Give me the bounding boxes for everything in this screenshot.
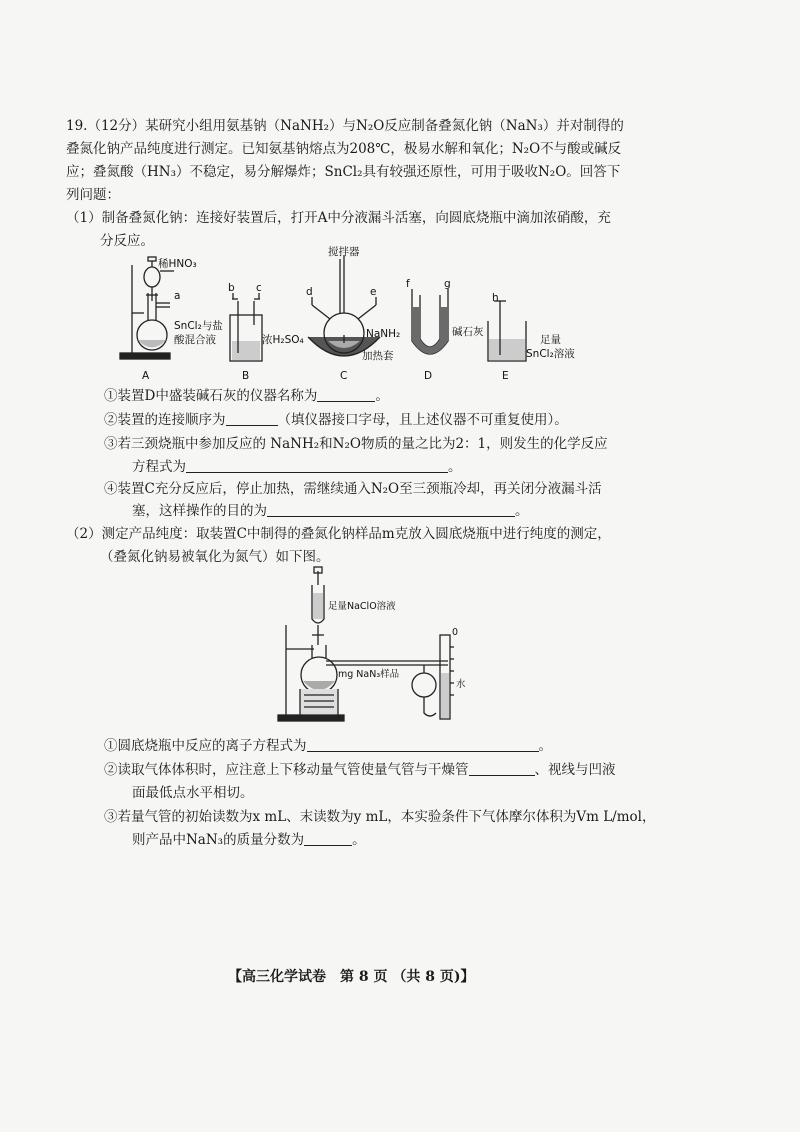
apparatus-a (120, 257, 174, 359)
label-burette-zero: 0 (452, 627, 459, 638)
question-header-line-4: 列问题： (66, 187, 120, 203)
label-port-a: a (174, 290, 181, 302)
label-dilute-hno3: 稀HNO₃ (158, 258, 197, 270)
answer-blank-4[interactable] (267, 502, 515, 517)
part2-q3-line-1: ③若量气管的初始读数为x mL、末读数为y mL，本实验条件下气体摩尔体积为Vm L/mol， (104, 809, 656, 825)
label-port-c: c (256, 282, 262, 294)
answer-blank-3[interactable] (186, 458, 448, 473)
question-header-line-3: 应；叠氮酸（HN₃）不稳定，易分解爆炸；SnCl₂具有较强还原性，可用于吸收N₂O。回答下 (66, 164, 621, 180)
part1-q2 (104, 411, 744, 429)
part1-q2-suffix: （填仪器接口字母，且上述仪器不可重复使用）。 (277, 412, 568, 428)
part1-q1 (104, 387, 744, 405)
label-sncl2-hcl-2: 酸混合液 (174, 334, 216, 346)
label-apparatus-c: C (340, 370, 348, 382)
label-port-d: d (306, 286, 313, 298)
question-header-line-2: 叠氮化钠产品纯度进行测定。已知氨基钠熔点为208℃，极易水解和氧化；N₂O不与酸或碱反 (66, 141, 622, 157)
label-stirrer: 搅拌器 (328, 246, 360, 258)
part1-intro-line-2: 分反应。 (100, 233, 154, 249)
apparatus-d (412, 289, 448, 354)
part1-intro-line-1: （1）制备叠氮化钠：连接好装置后，打开A中分液漏斗活塞，向圆底烧瓶中滴加浓硝酸，充 (66, 210, 611, 226)
label-port-e: e (370, 286, 377, 298)
part2-q2-line-2: 面最低点水平相切。 (132, 785, 254, 801)
answer-blank-2[interactable] (226, 411, 278, 426)
label-apparatus-e: E (502, 370, 509, 382)
part2-q1-text: ①圆底烧瓶中反应的离子方程式为 (104, 738, 307, 754)
question-header-line-1: 19.（12分）某研究小组用氨基钠（NaNH₂）与N₂O反应制备叠氮化钠（NaN₃）并对制得的 (66, 118, 624, 134)
part1-q2-text: ②装置的连接顺序为 (104, 412, 226, 428)
page-footer: 【高三化学试卷 第 8 页 （共 8 页)】 (228, 969, 475, 985)
label-heater: 加热套 (362, 350, 394, 362)
part1-q1-text: ①装置D中盛装碱石灰的仪器名称为 (104, 388, 318, 404)
part1-q1-end: 。 (375, 388, 389, 404)
label-apparatus-a: A (142, 370, 150, 382)
label-port-b: b (228, 282, 235, 294)
part1-q4-line-2 (132, 502, 772, 520)
part2-q3-text: 则产品中NaN₃的质量分数为 (132, 832, 305, 848)
label-sncl2-solution: SnCl₂溶液 (526, 348, 575, 360)
apparatus-figure-2 (270, 565, 520, 729)
label-excess: 足量 (540, 334, 561, 346)
part1-q3-line-2 (132, 458, 772, 476)
label-water: 水 (456, 679, 466, 690)
answer-blank-5[interactable] (307, 737, 539, 752)
part2-q2-text: ②读取气体体积时，应注意上下移动量气管使量气管与干燥管 (104, 762, 469, 778)
label-port-g: g (444, 278, 451, 290)
label-port-f: f (406, 278, 410, 290)
part2-intro-line-1: （2）测定产品纯度：取装置C中制得的叠氮化钠样品m克放入圆底烧瓶中进行纯度的测定， (66, 526, 611, 542)
label-port-h: h (492, 292, 499, 304)
part2-q2-suffix: 、视线与凹液 (534, 762, 616, 778)
part2-q1-end: 。 (538, 738, 552, 754)
part1-q4-line-1: ④装置C充分反应后，停止加热，需继续通入N₂O至三颈瓶冷却，再关闭分液漏斗活 (104, 481, 602, 497)
part2-q2-line-1 (104, 761, 744, 779)
part2-q3-end: 。 (352, 832, 366, 848)
apparatus-e (488, 301, 526, 361)
label-soda-lime: 碱石灰 (452, 326, 484, 338)
label-nanh2: NaNH₂ (366, 328, 401, 340)
part2-q1 (104, 737, 744, 755)
part1-q3-text: 方程式为 (132, 459, 186, 475)
part1-q4-text: 塞，这样操作的目的为 (132, 503, 267, 519)
apparatus-c (308, 255, 380, 356)
answer-blank-6[interactable] (469, 761, 535, 776)
answer-blank-1[interactable] (317, 387, 375, 402)
part2-q3-line-2 (132, 831, 772, 849)
label-apparatus-b: B (242, 370, 250, 382)
apparatus-figure-1 (112, 245, 632, 389)
label-nan3-sample: mg NaN₃样品 (338, 669, 400, 680)
part1-q3-line-1: ③若三颈烧瓶中参加反应的 NaNH₂和N₂O物质的量之比为2：1，则发生的化学反应 (104, 436, 608, 452)
answer-blank-7[interactable] (304, 831, 352, 846)
label-sncl2-hcl-1: SnCl₂与盐 (174, 320, 223, 332)
apparatus-b (230, 293, 262, 361)
label-conc-h2so4: 浓H₂SO₄ (262, 334, 304, 346)
part1-q3-end: 。 (448, 459, 462, 475)
label-naclo: 足量NaClO溶液 (328, 601, 396, 612)
label-apparatus-d: D (424, 370, 433, 382)
part1-q4-end: 。 (515, 503, 529, 519)
part2-intro-line-2: （叠氮化钠易被氧化为氮气）如下图。 (100, 549, 330, 565)
